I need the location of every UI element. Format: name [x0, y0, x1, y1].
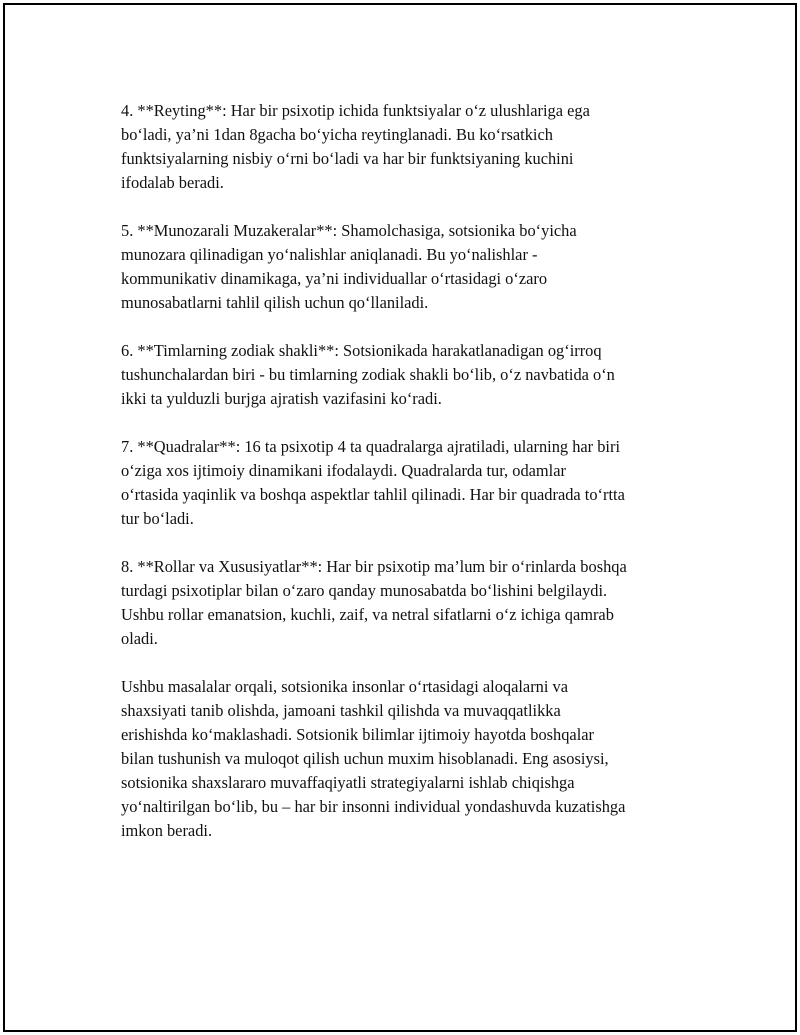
text-line: o‘rtasida yaqinlik va boshqa aspektlar tahlil qilinadi. Har bir quadrada to‘rtta — [121, 485, 625, 504]
text-line: o‘ziga xos ijtimoiy dinamikani ifodalaydi. Quadralarda tur, odamlar — [121, 461, 566, 480]
paragraph-conclusion — [121, 675, 721, 843]
text-line: turdagi psixotiplar bilan o‘zaro qanday munosabatda bo‘lishini belgilaydi. — [121, 581, 608, 600]
text-line: 5. **Munozarali Muzakeralar**: Shamolchasiga, sotsionika bo‘yicha — [121, 221, 577, 240]
paragraph-munozarali-muzakeralar — [121, 219, 721, 315]
text-line: Ushbu masalalar orqali, sotsionika insonlar o‘rtasidagi aloqalarni va — [121, 677, 568, 696]
text-line: 7. **Quadralar**: 16 ta psixotip 4 ta quadralarga ajratiladi, ularning har biri — [121, 437, 621, 456]
text-line: sotsionika shaxslararo muvaffaqiyatli strategiyalarni ishlab chiqishga — [121, 773, 575, 792]
text-line: tur bo‘ladi. — [121, 509, 194, 528]
text-line: ifodalab beradi. — [121, 173, 224, 192]
text-line: oladi. — [121, 629, 158, 648]
text-line: tushunchalardan biri - bu timlarning zodiak shakli bo‘lib, o‘z navbatida o‘n — [121, 365, 615, 384]
paragraph-quadralar — [121, 435, 721, 531]
text-line: munosabatlarni tahlil qilish uchun qo‘llaniladi. — [121, 293, 429, 312]
text-line: shaxsiyati tanib olishda, jamoani tashkil qilishda va muvaqqatlikka — [121, 701, 561, 720]
paragraph-reyting — [121, 99, 721, 195]
page-frame — [3, 3, 797, 1032]
text-line: bo‘ladi, ya’ni 1dan 8gacha bo‘yicha reytinglanadi. Bu ko‘rsatkich — [121, 125, 553, 144]
text-line: 4. **Reyting**: Har bir psixotip ichida funktsiyalar o‘z ulushlariga ega — [121, 101, 590, 120]
text-line: imkon beradi. — [121, 821, 213, 840]
text-line: funktsiyalarning nisbiy o‘rni bo‘ladi va har bir funktsiyaning kuchini — [121, 149, 574, 168]
text-line: yo‘naltirilgan bo‘lib, bu – har bir insonni individual yondashuvda kuzatishga — [121, 797, 626, 816]
text-line: ikki ta yulduzli burjga ajratish vazifasini ko‘radi. — [121, 389, 442, 408]
text-line: 8. **Rollar va Xususiyatlar**: Har bir psixotip ma’lum bir o‘rinlarda boshqa — [121, 557, 627, 576]
paragraph-timlarning-zodiak-shakli — [121, 339, 721, 411]
text-line: kommunikativ dinamikaga, ya’ni individuallar o‘rtasidagi o‘zaro — [121, 269, 548, 288]
document-body — [121, 99, 721, 867]
text-line: 6. **Timlarning zodiak shakli**: Sotsionikada harakatlanadigan og‘irroq — [121, 341, 602, 360]
text-line: munozara qilinadigan yo‘nalishlar aniqlanadi. Bu yo‘nalishlar - — [121, 245, 538, 264]
text-line: erishishda ko‘maklashadi. Sotsionik bilimlar ijtimoiy hayotda boshqalar — [121, 725, 594, 744]
text-line: bilan tushunish va muloqot qilish uchun muxim hisoblanadi. Eng asosiysi, — [121, 749, 609, 768]
paragraph-rollar-va-xususiyatlar — [121, 555, 721, 651]
text-line: Ushbu rollar emanatsion, kuchli, zaif, va netral sifatlarni o‘z ichiga qamrab — [121, 605, 614, 624]
